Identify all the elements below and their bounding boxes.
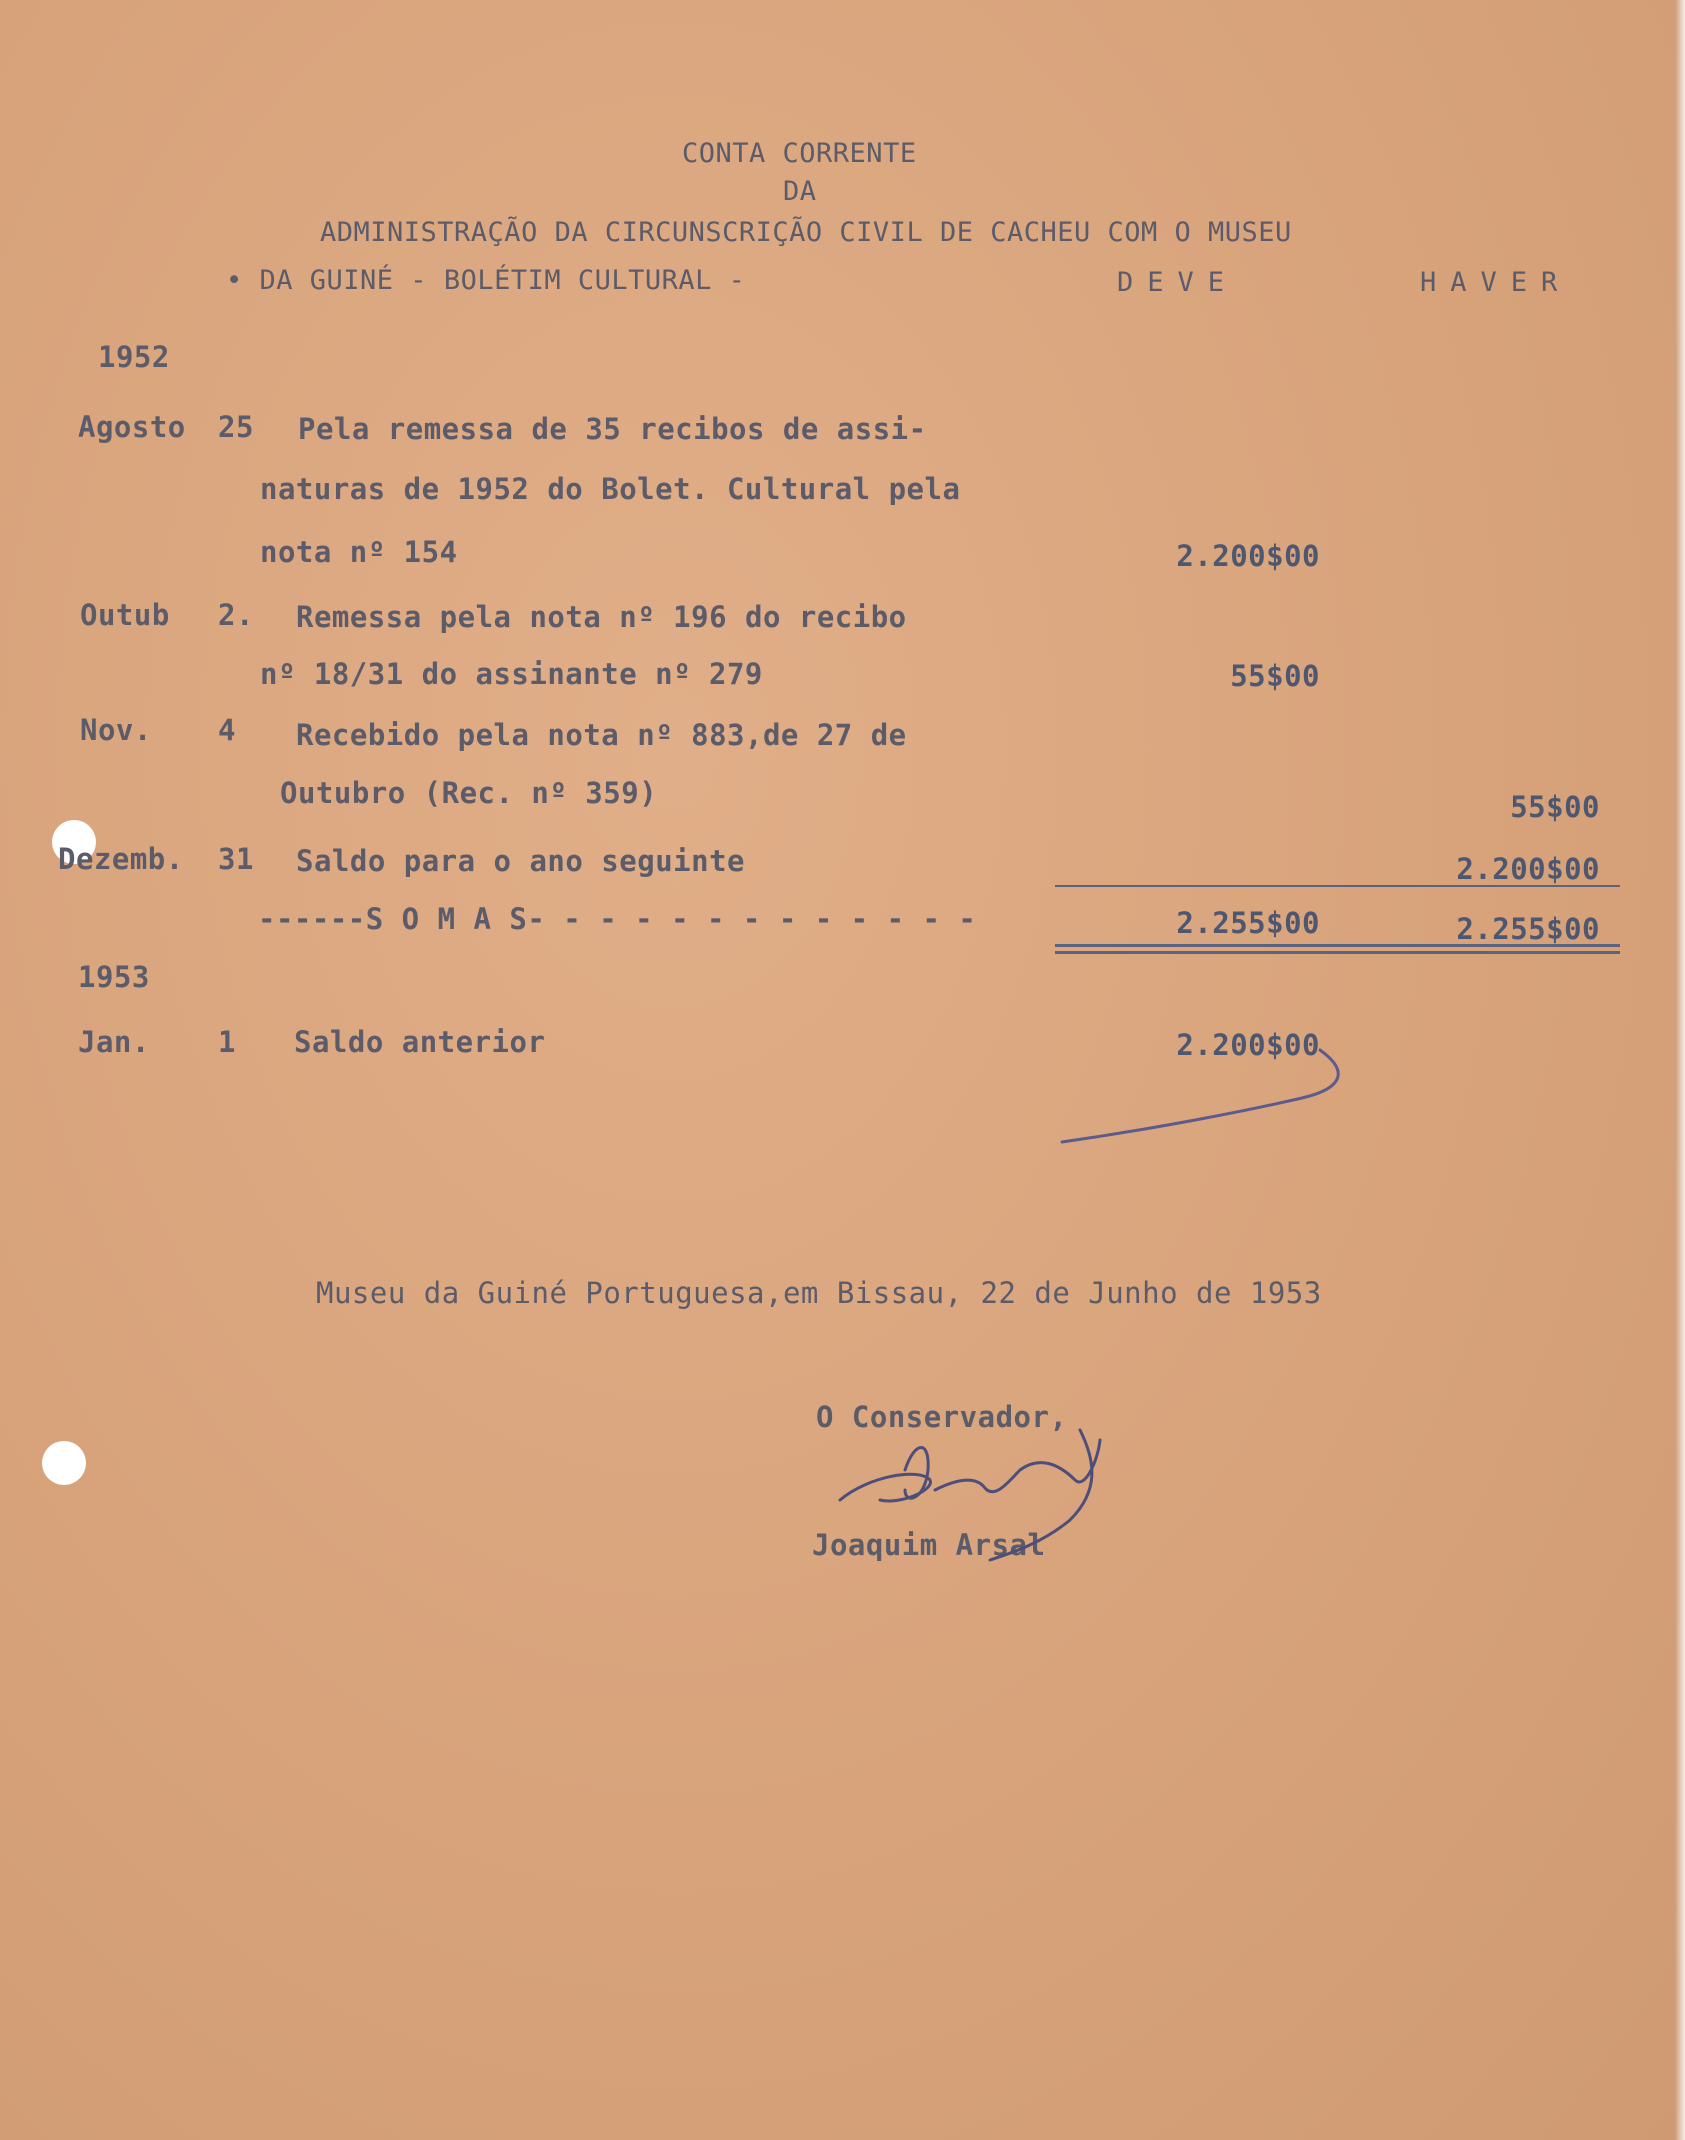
- entry-text-line: nº 18/31 do assinante nº 279: [260, 657, 763, 691]
- entry-haver-amount: 2.200$00: [1456, 852, 1600, 886]
- entry-text-line: Pela remessa de 35 recibos de assi-: [298, 412, 927, 446]
- entry-day: 2.: [218, 598, 254, 632]
- entry-text-line: nota nº 154: [260, 535, 458, 569]
- entry-day: 1: [218, 1025, 236, 1059]
- column-header-deve: DEVE: [1117, 267, 1239, 298]
- entry-month: Dezemb.: [58, 842, 184, 876]
- entry-text-line: Saldo anterior: [294, 1025, 546, 1059]
- entry-day: 25: [218, 410, 254, 444]
- entry-text-line: Saldo para o ano seguinte: [296, 844, 745, 878]
- place-date: Museu da Guiné Portuguesa,em Bissau, 22 de Junho de 1953: [316, 1276, 1322, 1310]
- header-title: CONTA CORRENTE: [682, 138, 917, 169]
- header-administration: ADMINISTRAÇÃO DA CIRCUNSCRIÇÃO CIVIL DE CACHEU COM O MUSEU: [320, 217, 1292, 248]
- entry-deve-amount: 55$00: [1230, 659, 1320, 693]
- year-1953: 1953: [78, 960, 150, 994]
- handwritten-signature: [840, 1430, 1100, 1560]
- entry-text-line: naturas de 1952 do Bolet. Cultural pela: [260, 472, 961, 506]
- pen-flourish: [1062, 1050, 1338, 1142]
- entry-day: 4: [218, 713, 236, 747]
- column-header-haver: HAVER: [1420, 267, 1572, 298]
- somas-deve: 2.255$00: [1176, 906, 1320, 940]
- entry-text-line: Recebido pela nota nº 883,de 27 de: [296, 718, 907, 752]
- entry-text-line: Outubro (Rec. nº 359): [280, 776, 658, 810]
- somas-haver: 2.255$00: [1456, 912, 1600, 946]
- entry-month: Nov.: [80, 713, 152, 747]
- signature-title: O Conservador,: [816, 1400, 1068, 1434]
- header-guine: • DA GUINÉ - BOLÉTIM CULTURAL -: [226, 265, 746, 296]
- entry-month: Outub: [80, 598, 170, 632]
- entry-month: Jan.: [78, 1025, 150, 1059]
- entry-text-line: Remessa pela nota nº 196 do recibo: [296, 600, 907, 634]
- somas-label: ------S O M A S- - - - - - - - - - - - -: [258, 902, 977, 936]
- header-da: DA: [783, 176, 817, 207]
- entry-day: 31: [218, 842, 254, 876]
- entry-deve-amount: 2.200$00: [1176, 1028, 1320, 1062]
- signature-name: Joaquim Arsal: [812, 1528, 1046, 1562]
- year-1952: 1952: [98, 340, 170, 374]
- entry-haver-amount: 55$00: [1510, 790, 1600, 824]
- entry-month: Agosto: [78, 410, 186, 444]
- entry-deve-amount: 2.200$00: [1176, 539, 1320, 573]
